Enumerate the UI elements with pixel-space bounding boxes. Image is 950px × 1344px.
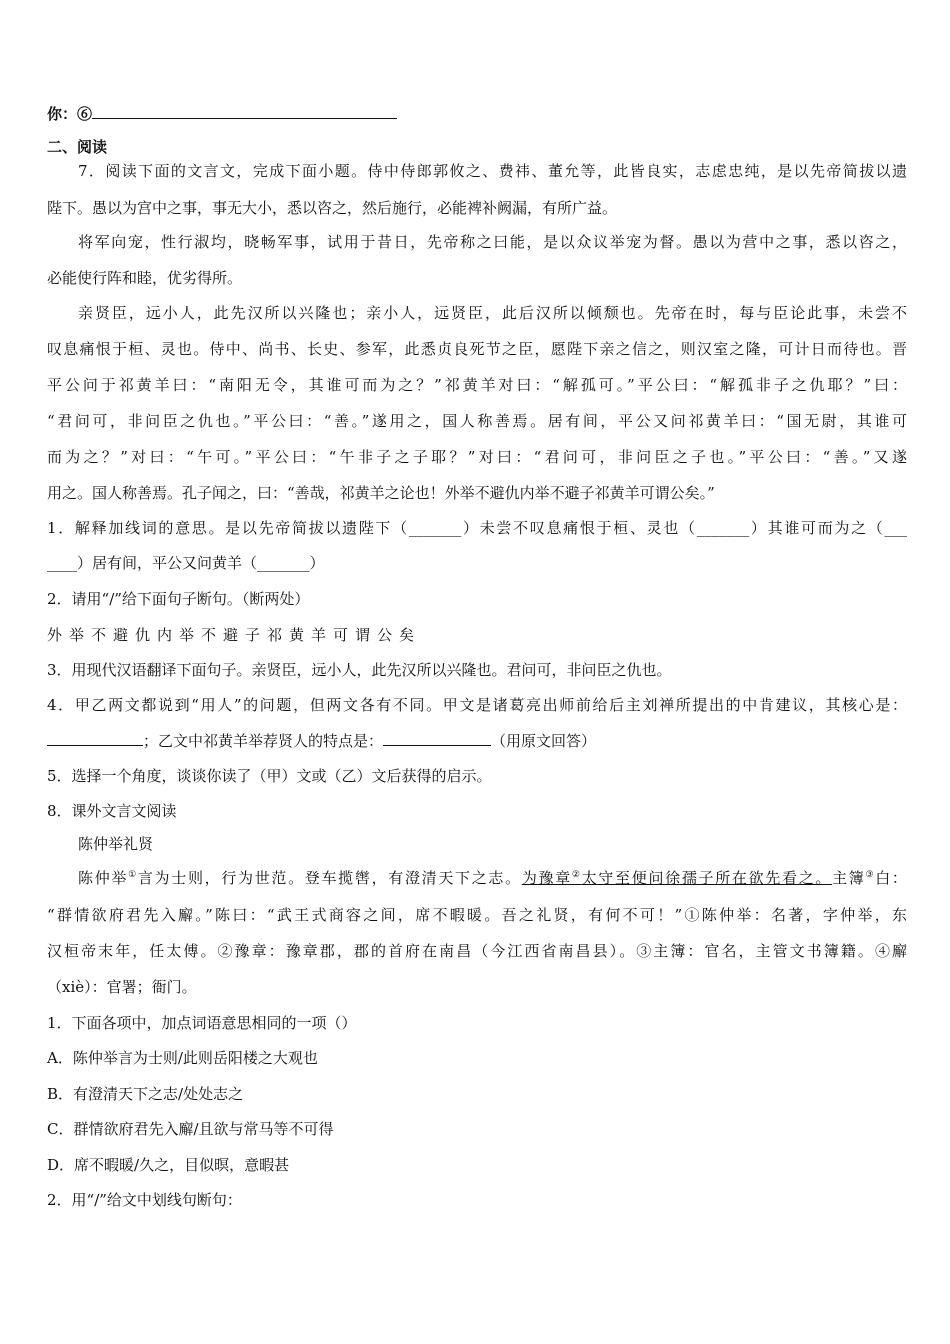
q8-title: 8．课外文言文阅读 [47, 802, 177, 820]
q7-line: 陛下。愚以为宫中之事，事无大小，悉以咨之，然后施行，必能裨补阙漏，有所广益。 [47, 199, 618, 217]
q7-sub4-blank-2[interactable] [383, 730, 491, 746]
q7-line: 用之。国人称善焉。孔子闻之，曰：“善哉，祁黄羊之论也！外举不避仇内举不避子祁黄羊可谓公矣。” [47, 484, 715, 502]
q7-sub4-blank-1[interactable] [47, 730, 143, 746]
q8-text: 主簿 [832, 869, 866, 887]
q7-line: 平公问于祁黄羊曰：“南阳无令，其谁可而为之？”祁黄羊对曰：“解孤可。”平公曰：“解孤非子之仇耶？”曰： [47, 376, 907, 394]
underlined-sentence [522, 869, 832, 887]
q8-text: 太守至便问徐孺子所在欲先看之。 [581, 869, 833, 887]
q7-line: 7．阅读下面的文言文，完成下面小题。侍中侍郎郭攸之、费祎、董允等，此皆良实，志虑忠纯，是以先帝简拔以遗 [78, 162, 907, 180]
q7-sub2: 2．请用“/”给下面句子断句。（断两处） [47, 590, 310, 608]
q8-passage-line [78, 868, 907, 888]
q7-sub4-end: （用原文回答） [491, 732, 597, 750]
q8-passage-line: 汉桓帝末年，任太傅。②豫章：豫章郡，郡的首府在南昌（今江西省南昌县）。③主簿：官名，主管文书簿籍。④廨 [47, 942, 907, 960]
q8-text: 白： [875, 869, 907, 887]
q7-sub4: 4．甲乙两文都说到“用人”的问题，但两文各有不同。甲文是诸葛亮出师前给后主刘禅所提出的中肯建议，其核心是： [47, 696, 907, 714]
q8-subtitle: 陈仲举礼贤 [78, 835, 154, 853]
footnote-mark: ③ [865, 870, 876, 880]
q7-sub4-mid: ；乙文中祁黄羊举荐贤人的特点是： [143, 732, 384, 750]
q8-text: 陈仲举 [78, 869, 129, 887]
q7-sub2-sentence: 外举不避仇内举不避子祁黄羊可谓公矣 [47, 626, 422, 644]
q7-sub1-cont: ____）居有间，平公又问黄羊（_______） [47, 554, 325, 572]
q7-line: 将军向宠，性行淑均，晓畅军事，试用于昔日，先帝称之曰能，是以众议举宠为督。愚以为营中之事，悉以咨之， [78, 233, 907, 251]
q8-option-d: D．席不暇暖/久之，目似暝，意暇甚 [47, 1156, 290, 1174]
q8-option-c: C．群情欲府君先入廨/且欲与常马等不可得 [47, 1120, 334, 1138]
footnote-mark: ① [128, 870, 138, 880]
q8-option-b: B．有澄清天下之志/处处志之 [47, 1085, 244, 1103]
q8-option-a: A．陈仲举言为士则/此则岳阳楼之大观也 [47, 1049, 318, 1067]
q7-sub3: 3．用现代汉语翻译下面句子。亲贤臣，远小人，此先汉所以兴隆也。君问可，非问臣之仇也。 [47, 661, 672, 679]
q8-text: 言为士则，行为世范。登车揽辔，有澄清天下之志。 [137, 869, 522, 887]
q8-sub2: 2．用“/”给文中划线句断句： [47, 1191, 242, 1209]
q7-line: 而为之？”对曰：“午可。”平公曰：“午非子之子耶？”对曰：“君问可，非问臣之子也。”平公曰：“善。”又遂 [47, 448, 907, 466]
q7-line: “君问可，非问臣之仇也。”平公曰：“善。”遂用之，国人称善焉。居有间，平公又问祁黄羊曰：“国无尉，其谁可 [47, 412, 907, 430]
section-title: 二、阅读 [47, 138, 108, 156]
q7-sub4-answer-line [47, 730, 907, 751]
q6-answer-line [47, 103, 907, 124]
q7-sub1: 1．解释加线词的意思。是以先帝简拔以遗陛下（_______）未尝不叹息痛恨于桓、灵也（_______）其谁可而为之（___ [47, 519, 907, 537]
q6-label: 你：⑥ [47, 105, 93, 123]
q8-text: 为豫章 [521, 869, 572, 887]
q7-line: 叹息痛恨于桓、灵也。侍中、尚书、长史、参军，此悉贞良死节之臣，愿陛下亲之信之，则汉室之隆，可计日而待也。晋 [47, 340, 907, 358]
q7-line: 亲贤臣，远小人，此先汉所以兴隆也；亲小人，远贤臣，此后汉所以倾颓也。先帝在时，每与臣论此事，未尝不 [78, 304, 907, 322]
q7-sub5: 5．选择一个角度，谈谈你读了（甲）文或（乙）文后获得的启示。 [47, 767, 492, 785]
q8-passage-line: （xiè）：官署；衙门。 [47, 978, 197, 996]
q8-passage-line: “群情欲府君先入廨。”陈曰：“武王式商容之间，席不暇暖。吾之礼贤，有何不可！”①陈仲举：名著，字仲举，东 [47, 906, 907, 924]
footnote-mark: ② [571, 870, 582, 880]
q8-sub1: 1．下面各项中，加点词语意思相同的一项（） [47, 1014, 357, 1032]
q7-line: 必能使行阵和睦，优劣得所。 [47, 269, 243, 287]
q6-answer-blank[interactable] [92, 103, 397, 119]
